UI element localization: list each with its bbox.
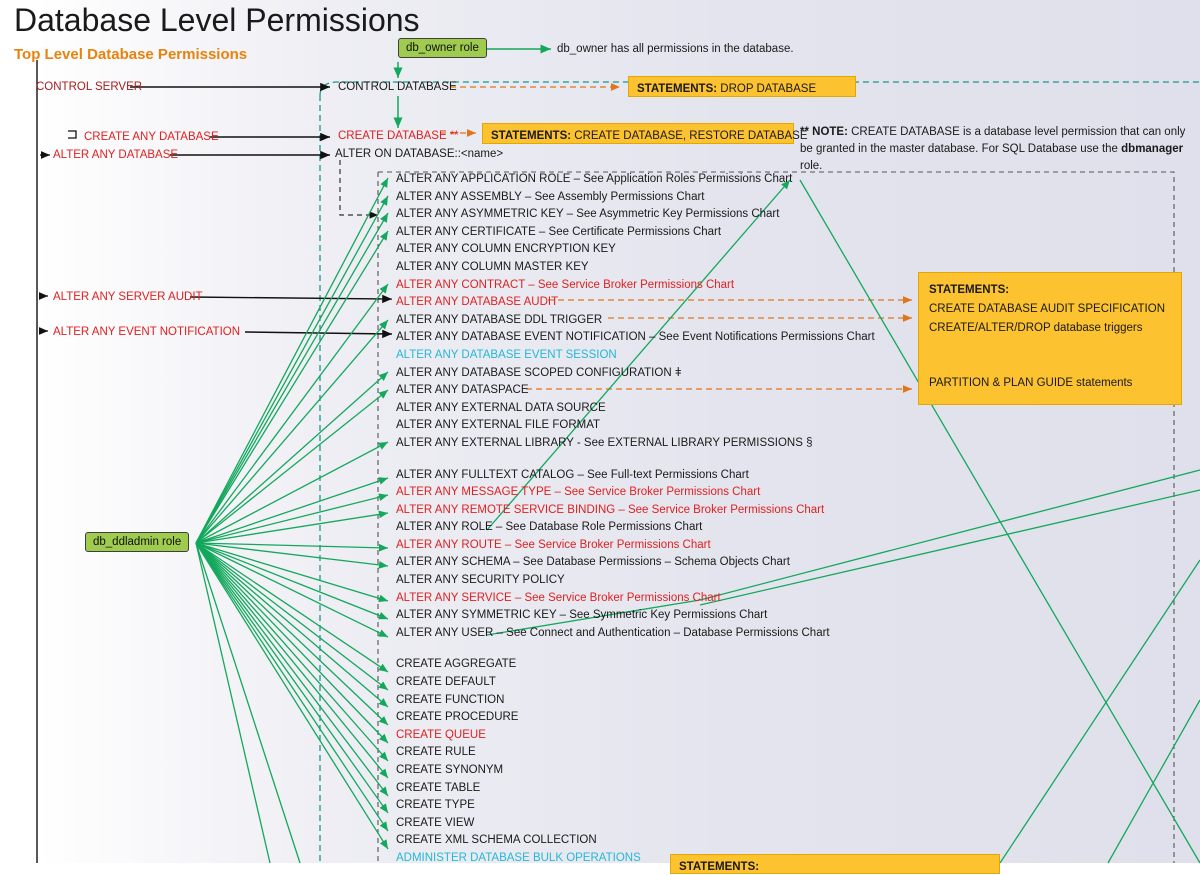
permission-item: ALTER ANY APPLICATION ROLE – See Application Roles Permissions Chart	[396, 173, 793, 185]
permission-item: CREATE XML SCHEMA COLLECTION	[396, 834, 597, 847]
permission-item: ALTER ANY DATABASE SCOPED CONFIGURATION ǂ	[396, 366, 682, 379]
permission-item: ALTER ANY SECURITY POLICY	[396, 574, 565, 587]
page-subtitle: Top Level Database Permissions	[14, 46, 248, 63]
statement-label: STATEMENTS:	[679, 861, 760, 873]
permission-item: ALTER ANY DATABASE DDL TRIGGER	[396, 313, 603, 326]
statement-label: STATEMENTS:	[929, 284, 1010, 296]
permission-item: ALTER ANY SERVICE – See Service Broker Permissions Chart	[396, 591, 721, 604]
permission-item: CREATE QUEUE	[396, 728, 486, 741]
note-bold: dbmanager	[1121, 143, 1184, 155]
statement-box-create-restore-database	[482, 123, 808, 144]
permission-item: ALTER ANY EXTERNAL FILE FORMAT	[396, 419, 601, 432]
permission-item: CREATE RULE	[396, 746, 476, 759]
permission-item: ALTER ANY EXTERNAL DATA SOURCE	[396, 401, 606, 414]
permission-item: ALTER ANY COLUMN MASTER KEY	[396, 260, 589, 273]
permission-item: ALTER ANY REMOTE SERVICE BINDING – See Service Broker Permissions Chart	[396, 503, 825, 516]
note-prefix: ** NOTE:	[800, 126, 848, 138]
note-text: CREATE DATABASE is a database level permission that can only be granted in the master database. For SQL Database use the	[800, 126, 1186, 155]
label-create-database: CREATE DATABASE **	[338, 130, 459, 142]
permission-item: ALTER ANY DATABASE EVENT SESSION	[396, 348, 617, 361]
statement-text: DROP DATABASE	[717, 83, 817, 95]
statement-line-1: CREATE DATABASE AUDIT SPECIFICATION	[929, 303, 1166, 315]
statement-box-audit	[918, 272, 1182, 405]
statement-line-2: CREATE/ALTER/DROP database triggers	[929, 322, 1143, 334]
permission-item: ALTER ANY MESSAGE TYPE – See Service Broker Permissions Chart	[396, 486, 761, 499]
statement-label: STATEMENTS:	[491, 130, 572, 142]
permission-item: ALTER ANY ASSEMBLY – See Assembly Permissions Chart	[396, 190, 705, 203]
db-owner-note: db_owner has all permissions in the database.	[557, 43, 794, 55]
statement-line-footer: PARTITION & PLAN GUIDE statements	[929, 377, 1133, 389]
permission-item: ALTER ANY SCHEMA – See Database Permissions – Schema Objects Chart	[396, 556, 790, 569]
permission-item: ALTER ANY DATASPACE	[396, 384, 529, 397]
statement-text: CREATE DATABASE, RESTORE DATABASE	[571, 130, 808, 142]
statement-box-drop-database	[628, 76, 856, 97]
note-suffix: role.	[800, 160, 823, 172]
permission-item: CREATE SYNONYM	[396, 764, 504, 776]
permissions-list	[396, 171, 875, 868]
label-alter-any-database: ALTER ANY DATABASE	[53, 149, 179, 161]
permission-item: CREATE AGGREGATE	[396, 658, 517, 671]
permission-item: CREATE VIEW	[396, 816, 475, 829]
permission-item: ALTER ANY ROLE – See Database Role Permissions Chart	[396, 521, 703, 534]
permission-item: ADMINISTER DATABASE BULK OPERATIONS	[396, 851, 641, 864]
permission-item: CREATE TABLE	[396, 781, 481, 794]
permission-item: ALTER ANY ASYMMETRIC KEY – See Asymmetric Key Permissions Chart	[396, 208, 780, 221]
node-db-ddladmin-role[interactable]: db_ddladmin role	[85, 532, 189, 552]
page-title: Database Level Permissions	[14, 2, 420, 38]
permission-item: ALTER ANY EXTERNAL LIBRARY - See EXTERNAL LIBRARY PERMISSIONS §	[396, 436, 813, 449]
permission-item: CREATE DEFAULT	[396, 676, 496, 689]
permission-item: ALTER ANY CONTRACT – See Service Broker Permissions Chart	[396, 278, 735, 291]
permission-item: ALTER ANY SYMMETRIC KEY – See Symmetric Key Permissions Chart	[396, 609, 768, 622]
create-database-note	[800, 124, 1200, 175]
permission-item: ALTER ANY DATABASE AUDIT	[396, 296, 559, 309]
permission-item: ALTER ANY CERTIFICATE – See Certificate Permissions Chart	[396, 225, 722, 238]
label-control-server: CONTROL SERVER	[36, 81, 143, 93]
permission-item: ALTER ANY ROUTE – See Service Broker Permissions Chart	[396, 538, 711, 551]
permission-item: ALTER ANY DATABASE EVENT NOTIFICATION – See Event Notifications Permissions Chart	[396, 331, 875, 344]
label-alter-any-event-notification: ALTER ANY EVENT NOTIFICATION	[53, 326, 241, 338]
label-create-any-database: CREATE ANY DATABASE	[84, 131, 219, 143]
permission-item: ALTER ANY USER – See Connect and Authentication – Database Permissions Chart	[396, 626, 830, 639]
permission-item: CREATE TYPE	[396, 799, 475, 812]
permission-item: CREATE FUNCTION	[396, 693, 505, 706]
label-control-database: CONTROL DATABASE	[338, 81, 457, 93]
statement-label: STATEMENTS:	[637, 83, 718, 95]
label-alter-any-server-audit: ALTER ANY SERVER AUDIT	[53, 291, 203, 303]
permission-item: ALTER ANY FULLTEXT CATALOG – See Full-text Permissions Chart	[396, 468, 749, 481]
permission-item: CREATE PROCEDURE	[396, 711, 519, 724]
node-db-owner-role[interactable]: db_owner role	[398, 38, 487, 58]
permission-item: ALTER ANY COLUMN ENCRYPTION KEY	[396, 243, 616, 256]
label-alter-on-database: ALTER ON DATABASE::<name>	[335, 148, 504, 160]
